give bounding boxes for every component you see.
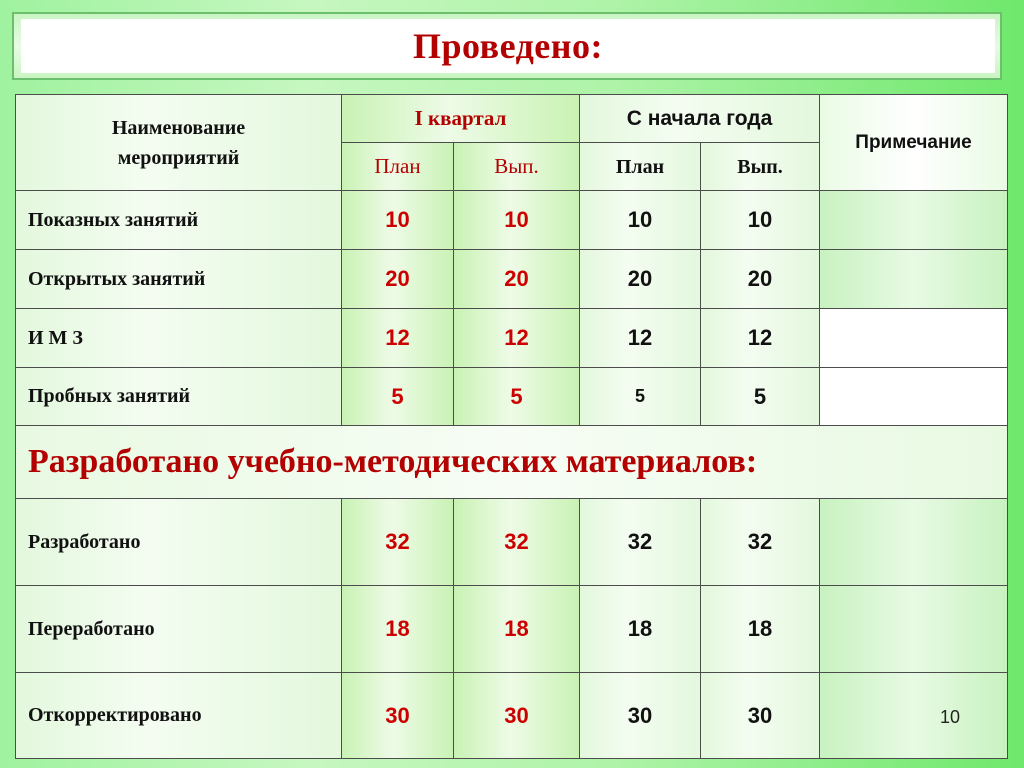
q-plan-value: 20 xyxy=(342,250,454,309)
note-cell xyxy=(820,309,1008,368)
section-title: Разработано учебно-методических материалов: xyxy=(16,426,1008,499)
q-done-value: 12 xyxy=(454,309,580,368)
row-label: И М З xyxy=(16,309,342,368)
header-q-done: Вып. xyxy=(454,143,580,191)
header-q-plan: План xyxy=(342,143,454,191)
note-cell xyxy=(820,673,1008,759)
header-ytd: С начала года xyxy=(580,95,820,143)
header-y-done: Вып. xyxy=(701,143,820,191)
y-plan-value: 12 xyxy=(580,309,701,368)
q-done-value: 30 xyxy=(454,673,580,759)
header-row-top xyxy=(16,95,1008,143)
table-row xyxy=(16,499,1008,586)
note-cell xyxy=(820,586,1008,673)
y-done-value: 18 xyxy=(701,586,820,673)
table-row xyxy=(16,250,1008,309)
note-cell xyxy=(820,368,1008,426)
table-row xyxy=(16,191,1008,250)
y-plan-value: 10 xyxy=(580,191,701,250)
title-box xyxy=(21,19,995,73)
header-name-line1: Наименование xyxy=(111,116,246,139)
note-cell xyxy=(820,499,1008,586)
header-name-cell xyxy=(16,95,342,191)
page-title: Проведено: xyxy=(413,26,603,66)
header-y-plan: План xyxy=(580,143,701,191)
report-table xyxy=(15,94,1008,759)
y-plan-value: 20 xyxy=(580,250,701,309)
table-row xyxy=(16,673,1008,759)
y-done-value: 30 xyxy=(701,673,820,759)
y-plan-value: 32 xyxy=(580,499,701,586)
y-plan-value: 30 xyxy=(580,673,701,759)
q-done-value: 5 xyxy=(454,368,580,426)
table-row xyxy=(16,368,1008,426)
q-plan-value: 5 xyxy=(342,368,454,426)
q-plan-value: 18 xyxy=(342,586,454,673)
row-label: Откорректировано xyxy=(16,673,342,759)
q-plan-value: 32 xyxy=(342,499,454,586)
q-done-value: 18 xyxy=(454,586,580,673)
q-plan-value: 30 xyxy=(342,673,454,759)
y-plan-value: 5 xyxy=(580,368,701,426)
row-label: Разработано xyxy=(16,499,342,586)
row-label: Переработано xyxy=(16,586,342,673)
header-note: Примечание xyxy=(820,95,1008,191)
row-label: Показных занятий xyxy=(16,191,342,250)
y-plan-value: 18 xyxy=(580,586,701,673)
header-quarter: I квартал xyxy=(342,95,580,143)
q-plan-value: 10 xyxy=(342,191,454,250)
y-done-value: 12 xyxy=(701,309,820,368)
note-cell xyxy=(820,191,1008,250)
y-done-value: 5 xyxy=(701,368,820,426)
row-label: Пробных занятий xyxy=(16,368,342,426)
section-row xyxy=(16,426,1008,499)
note-cell xyxy=(820,250,1008,309)
table-row xyxy=(16,309,1008,368)
q-done-value: 10 xyxy=(454,191,580,250)
table-row xyxy=(16,586,1008,673)
page-number: 10 xyxy=(940,707,961,727)
header-name-line2: мероприятий xyxy=(117,146,240,169)
y-done-value: 20 xyxy=(701,250,820,309)
y-done-value: 32 xyxy=(701,499,820,586)
row-label: Открытых занятий xyxy=(16,250,342,309)
q-plan-value: 12 xyxy=(342,309,454,368)
q-done-value: 20 xyxy=(454,250,580,309)
y-done-value: 10 xyxy=(701,191,820,250)
q-done-value: 32 xyxy=(454,499,580,586)
